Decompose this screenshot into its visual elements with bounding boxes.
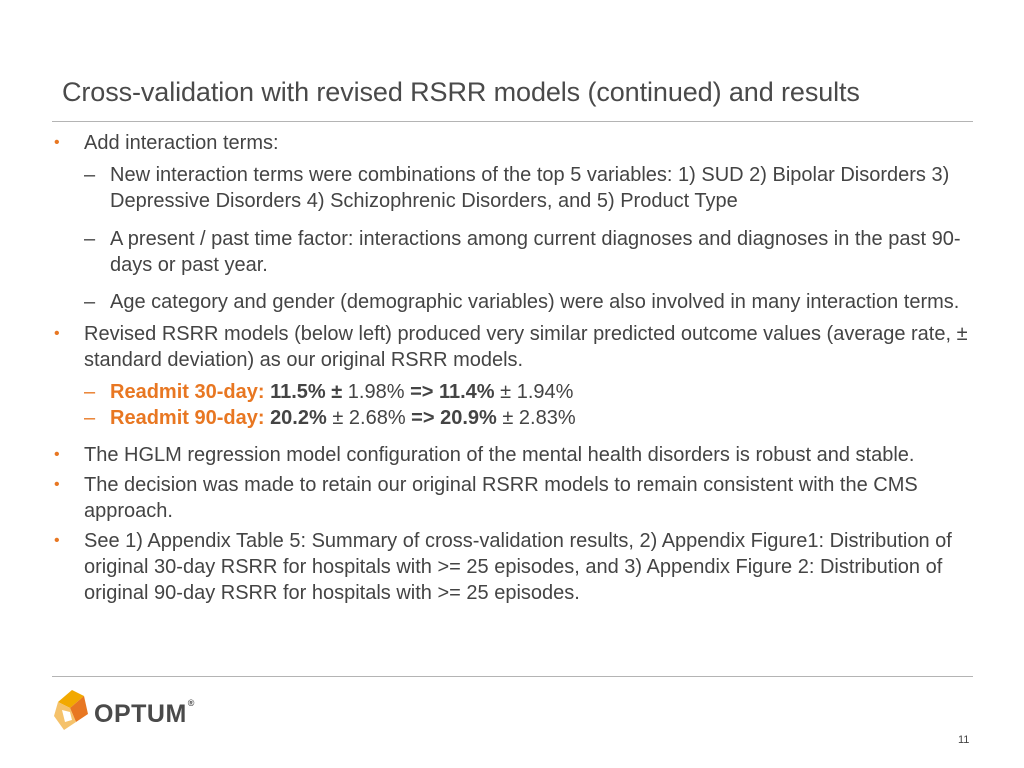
page-number: 11 bbox=[958, 734, 970, 746]
sub-marker: – bbox=[84, 407, 96, 429]
sub-marker: – bbox=[84, 228, 96, 250]
original-sd: 1.98% bbox=[347, 381, 405, 403]
registered-mark: ® bbox=[187, 698, 195, 708]
optum-logo-icon bbox=[52, 688, 92, 732]
result-label: Readmit 30-day: bbox=[110, 381, 265, 403]
revised-rate: 11.4% bbox=[438, 381, 495, 403]
plus-minus: ± bbox=[331, 381, 343, 403]
sub-bullet-item bbox=[50, 289, 980, 315]
slide-content bbox=[50, 130, 980, 606]
result-row-30-day bbox=[50, 379, 980, 405]
sub-bullet-text: Age category and gender (demographic variables) were also involved in many interaction terms. bbox=[110, 291, 960, 313]
sub-marker: – bbox=[84, 164, 96, 186]
sub-bullet-text: New interaction terms were combinations of the top 5 variables: 1) SUD 2) Bipolar Disorders 3) Depressive Disorders 4) Schizophrenic Disorders, and 5) Product Type bbox=[110, 164, 950, 212]
sub-marker: – bbox=[84, 381, 96, 403]
sub-marker: – bbox=[84, 291, 96, 313]
bullet-item bbox=[50, 130, 980, 156]
arrow: => bbox=[410, 381, 434, 403]
bullet-marker: • bbox=[54, 476, 60, 493]
bullet-item bbox=[50, 528, 980, 606]
result-label: Readmit 90-day: bbox=[110, 407, 265, 429]
bullet-marker: • bbox=[54, 134, 60, 151]
bullet-marker: • bbox=[54, 446, 60, 463]
optum-logo bbox=[52, 688, 195, 738]
bullet-item bbox=[50, 321, 980, 373]
original-rate: 11.5% bbox=[270, 381, 326, 403]
bullet-text: The decision was made to retain our original RSRR models to remain consistent with the CMS approach. bbox=[84, 474, 918, 522]
title-divider bbox=[52, 121, 973, 122]
revised-rate: 20.9% bbox=[440, 407, 497, 429]
footer-divider bbox=[52, 676, 973, 677]
sub-bullet-item bbox=[50, 226, 980, 278]
bullet-marker: • bbox=[54, 532, 60, 549]
original-sd: 2.68% bbox=[348, 407, 406, 429]
result-row-90-day bbox=[50, 405, 980, 431]
plus-minus: ± bbox=[332, 407, 344, 429]
revised-sd: ± 1.94% bbox=[500, 381, 574, 403]
bullet-text: See 1) Appendix Table 5: Summary of cross-validation results, 2) Appendix Figure1: Distribution of original 30-day RSRR for hospitals with >= 25 episodes, and 3) Appendix Figure 2: Distribution of original 90-day RSRR for hospitals with >= 25 episodes. bbox=[84, 530, 952, 604]
sub-bullet-item bbox=[50, 162, 980, 214]
bullet-text: The HGLM regression model configuration of the mental health disorders is robust and stable. bbox=[84, 444, 915, 466]
revised-sd: ± 2.83% bbox=[502, 407, 576, 429]
arrow: => bbox=[411, 407, 435, 429]
bullet-text: Add interaction terms: bbox=[84, 132, 279, 154]
slide-title: Cross-validation with revised RSRR models (continued) and results bbox=[62, 77, 860, 107]
bullet-marker: • bbox=[54, 325, 60, 342]
logo-text: OPTUM bbox=[94, 700, 187, 728]
bullet-item bbox=[50, 442, 980, 468]
original-rate: 20.2% bbox=[270, 407, 327, 429]
sub-bullet-text: A present / past time factor: interactions among current diagnoses and diagnoses in the past 90-days or past year. bbox=[110, 228, 961, 276]
logo-wordmark bbox=[94, 700, 195, 729]
bullet-item bbox=[50, 472, 980, 524]
bullet-text: Revised RSRR models (below left) produced very similar predicted outcome values (average rate, ± standard deviation) as our original RSRR models. bbox=[84, 323, 968, 371]
